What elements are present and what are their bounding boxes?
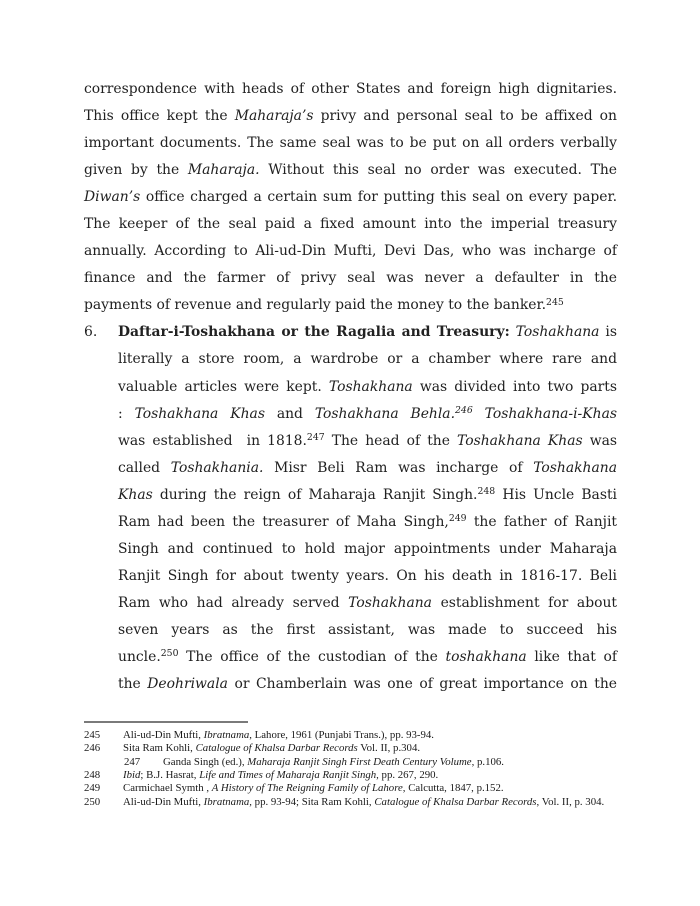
text-run: was bbox=[582, 432, 617, 449]
text-line bbox=[84, 671, 617, 698]
text-line bbox=[84, 265, 617, 292]
footnote-number: 249 bbox=[84, 782, 101, 795]
text-run: Deohriwala bbox=[147, 676, 228, 693]
text-run: Misr Beli Ram was incharge of bbox=[263, 459, 534, 476]
text-run: A History of The Reigning Family of Lahore, bbox=[211, 782, 406, 795]
text-line bbox=[84, 509, 617, 536]
text-run: Calcutta, 1847, p.152. bbox=[405, 782, 504, 795]
text-run: Without this seal no order was executed. The bbox=[259, 162, 617, 179]
text-run: Khas bbox=[118, 486, 153, 503]
text-run: Toshakhana bbox=[348, 594, 432, 611]
footnote bbox=[84, 782, 617, 795]
text-line bbox=[84, 401, 617, 428]
text-line bbox=[84, 157, 617, 184]
text-run: establishment for about bbox=[431, 594, 617, 611]
text-run: Life and Times of Maharaja Ranjit Singh, bbox=[199, 769, 379, 782]
text-run: Diwan’s bbox=[84, 189, 141, 206]
text-run: Toshakhana bbox=[328, 378, 413, 395]
text-run: finance and the farmer of privy seal was never a defaulter in the bbox=[84, 270, 617, 287]
text-line bbox=[84, 428, 617, 455]
text-run: like that of bbox=[526, 648, 618, 665]
footnote-number: 246 bbox=[84, 742, 101, 755]
text-line bbox=[84, 482, 617, 509]
text-run: Sita Ram Kohli, bbox=[123, 742, 196, 755]
text-line bbox=[84, 590, 617, 617]
text-run: Ali-ud-Din Mufti, bbox=[123, 729, 204, 741]
text-line bbox=[84, 374, 617, 401]
body-text bbox=[84, 76, 617, 698]
footnote-ref: 246 bbox=[455, 404, 473, 416]
text-run: correspondence with heads of other States and foreign high dignitaries. bbox=[84, 81, 617, 97]
text-run: office charged a certain sum for putting this seal on every paper. bbox=[140, 189, 617, 206]
text-run: Carmichael Symth , bbox=[123, 782, 212, 795]
text-run: Ranjit Singh for about twenty years. On his death in 1816-17. Beli bbox=[118, 567, 617, 584]
text-line bbox=[84, 76, 617, 103]
text-run: pp. 93-94; Sita Ram Kohli, bbox=[251, 795, 375, 808]
footnote-ref: 248 bbox=[477, 486, 496, 498]
text-line bbox=[84, 130, 617, 157]
text-line bbox=[84, 346, 617, 373]
text-run: Daftar-i-Toshakhana or the Ragalia and Treasury: bbox=[118, 324, 510, 341]
text-run: Toshakhana-i-Khas bbox=[484, 405, 617, 422]
text-line bbox=[84, 455, 617, 482]
text-line bbox=[84, 536, 617, 563]
footnote bbox=[84, 756, 617, 769]
text-run: Ram who had already served bbox=[118, 594, 349, 611]
text-run: annually. According to Ali-ud-Din Mufti, Devi Das, who was incharge of bbox=[84, 243, 617, 260]
text-run: called bbox=[118, 459, 171, 476]
text-run: Toshakhana bbox=[533, 459, 617, 476]
footnote-number: 245 bbox=[84, 729, 101, 741]
footnote-number: 248 bbox=[84, 769, 101, 782]
footnote-ref: 245 bbox=[546, 296, 564, 308]
text-run: ; B.J. Hasrat, bbox=[140, 769, 200, 782]
text-line bbox=[84, 103, 617, 130]
footnote-list bbox=[84, 729, 617, 809]
text-run: Toshakhania. bbox=[170, 459, 264, 476]
text-run: uncle. bbox=[118, 648, 161, 665]
text-run: was established in 1818. bbox=[118, 432, 307, 449]
text-run: p.106. bbox=[474, 755, 504, 768]
text-run: Maharaja Ranjit Singh First Death Century Volume, bbox=[247, 755, 475, 768]
text-run: Ibratnama, bbox=[203, 795, 252, 808]
paragraph-1 bbox=[84, 76, 617, 319]
text-run: The keeper of the seal paid a fixed amount into the imperial treasury bbox=[84, 216, 617, 233]
text-run: the father of Ranjit bbox=[466, 513, 617, 530]
text-run: Ganda Singh (ed.), bbox=[163, 755, 248, 768]
text-line bbox=[84, 319, 617, 346]
text-run: : bbox=[118, 405, 135, 422]
text-run: Singh and continued to hold major appointments under Maharaja bbox=[118, 540, 617, 557]
text-line bbox=[84, 617, 617, 644]
text-run: important documents. The same seal was to be put on all orders verbally bbox=[84, 135, 617, 152]
text-line bbox=[84, 238, 617, 265]
text-run: seven years as the first assistant, was made to succeed his bbox=[118, 621, 617, 638]
footnote-ref: 247 bbox=[306, 432, 325, 444]
text-run: during the reign of Maharaja Ranjit Singh. bbox=[152, 486, 478, 503]
text-run: The office of the custodian of the bbox=[178, 648, 446, 665]
text-run: Maharaja’s bbox=[234, 108, 314, 125]
footnote bbox=[84, 729, 617, 742]
text-run: Ibid bbox=[123, 769, 141, 782]
text-run: toshakhana bbox=[445, 648, 527, 665]
footnote-ref: 249 bbox=[448, 513, 467, 525]
text-run bbox=[473, 406, 485, 422]
text-run: Catalogue of Khalsa Darbar Records bbox=[195, 742, 358, 755]
text-run: literally a store room, a wardrobe or a chamber where rare and bbox=[118, 351, 617, 368]
footnote-ref: 250 bbox=[160, 648, 179, 660]
text-run: Toshakhana Khas bbox=[457, 432, 583, 449]
text-run: Ibratnama bbox=[203, 729, 250, 741]
text-run: Catalogue of Khalsa Darbar Records bbox=[374, 795, 537, 808]
text-line bbox=[84, 184, 617, 211]
footnote-section bbox=[84, 721, 617, 809]
text-run: valuable articles were kept. bbox=[118, 378, 329, 395]
text-run: or Chamberlain was one of great importance on the bbox=[227, 676, 617, 693]
text-run: His Uncle Basti bbox=[495, 486, 617, 503]
text-run: Toshakhana bbox=[515, 324, 600, 341]
footnote-number: 247 bbox=[124, 755, 141, 768]
footnote bbox=[84, 769, 617, 782]
text-line bbox=[84, 563, 617, 590]
text-run: the bbox=[118, 676, 148, 693]
item-number: 6. bbox=[84, 324, 98, 341]
text-run: is bbox=[599, 324, 617, 341]
text-run: , Lahore, 1961 (Punjabi Trans.), pp. 93-94. bbox=[249, 729, 434, 741]
footnote-number: 250 bbox=[84, 795, 101, 808]
text-run: Maharaja. bbox=[187, 162, 260, 179]
text-run: Toshakhana Behla. bbox=[314, 405, 455, 422]
text-run: This office kept the bbox=[84, 108, 235, 125]
text-line bbox=[84, 644, 617, 671]
text-run: Vol. II, p.304. bbox=[357, 742, 421, 755]
text-run: , Vol. II, p. 304. bbox=[536, 795, 605, 808]
text-run: Toshakhana Khas bbox=[134, 405, 265, 422]
text-run: The head of the bbox=[324, 432, 458, 449]
item-6-daftar-i-toshakhana bbox=[84, 319, 617, 698]
text-run: payments of revenue and regularly paid the money to the banker. bbox=[84, 297, 547, 314]
text-run: Ram had been the treasurer of Maha Singh, bbox=[118, 513, 449, 530]
text-run: and bbox=[264, 405, 315, 422]
footnote bbox=[84, 742, 617, 755]
text-run: given by the bbox=[84, 162, 188, 179]
footnote-separator bbox=[84, 721, 248, 723]
text-line bbox=[84, 211, 617, 238]
text-run: pp. 267, 290. bbox=[378, 769, 439, 782]
text-run: Ali-ud-Din Mufti, bbox=[123, 795, 204, 808]
text-line bbox=[84, 292, 617, 319]
footnote bbox=[84, 796, 617, 809]
text-run: was divided into two parts bbox=[412, 378, 618, 395]
text-run: privy and personal seal to be affixed on bbox=[313, 108, 617, 125]
